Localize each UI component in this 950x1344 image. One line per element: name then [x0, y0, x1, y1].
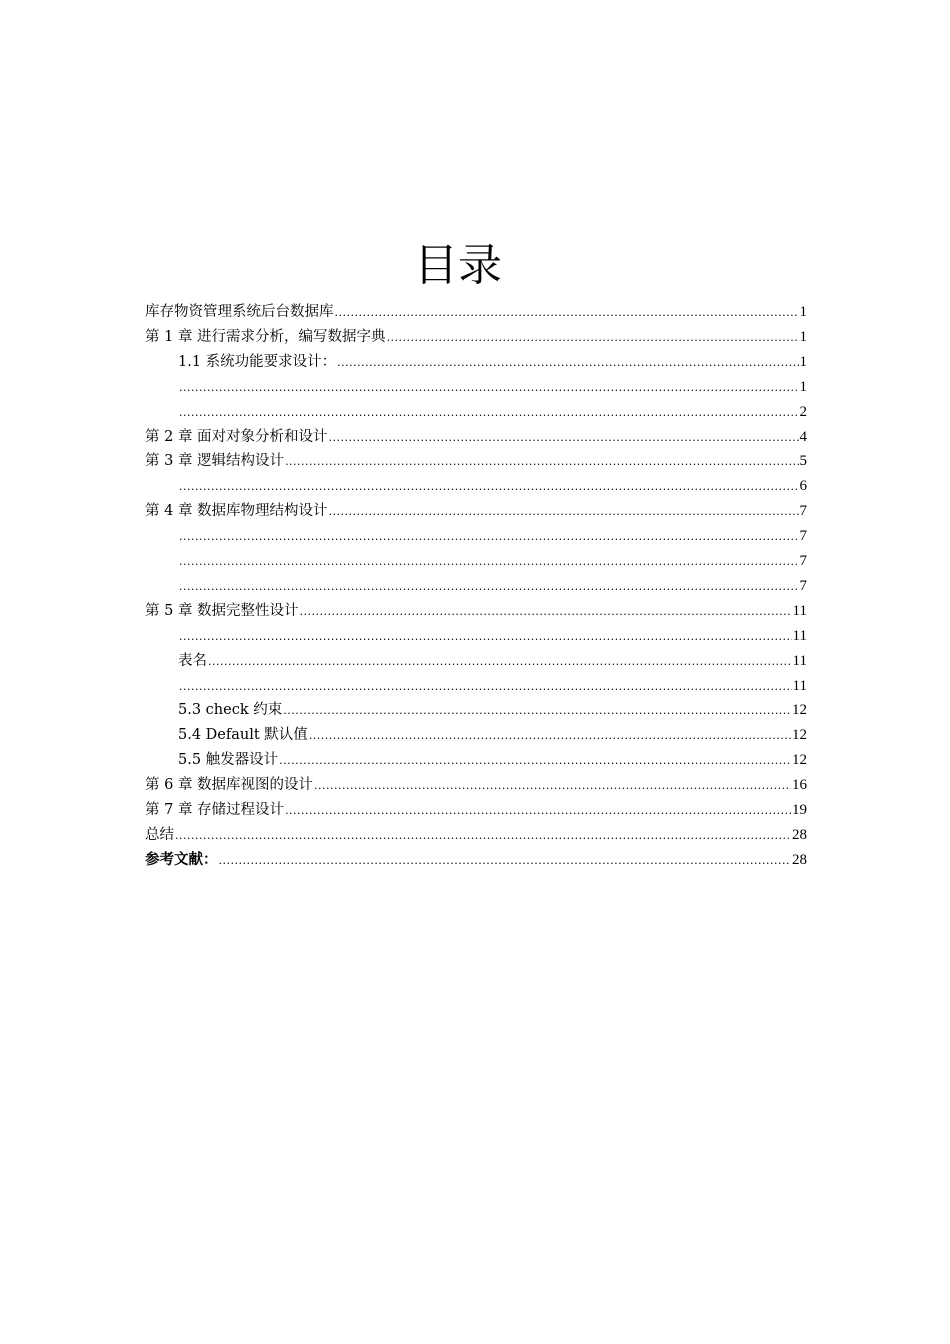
toc-entry-page: 7	[799, 577, 807, 594]
toc-entry-page: 2	[799, 403, 807, 420]
toc-leader-dots	[300, 600, 792, 624]
toc-leader-dots	[279, 749, 791, 773]
toc-entry-page: 4	[799, 428, 807, 445]
toc-leader-dots	[337, 351, 798, 375]
toc-entry-label: 第 7 章 存储过程设计	[145, 802, 285, 818]
toc-entry[interactable]	[178, 400, 807, 424]
toc-entry[interactable]	[178, 375, 807, 399]
toc-entry[interactable]	[145, 325, 807, 349]
toc-entry[interactable]	[145, 499, 807, 523]
toc-entry-page: 11	[792, 652, 807, 669]
toc-entry[interactable]	[178, 698, 807, 722]
toc-entry[interactable]	[178, 624, 807, 648]
toc-leader-dots	[208, 650, 792, 674]
toc-leader-dots	[179, 376, 799, 400]
toc-entry-page: 7	[799, 503, 807, 520]
toc-entry-label: 第 4 章 数据库物理结构设计	[145, 503, 328, 520]
toc-leader-dots	[179, 675, 792, 699]
toc-entry-page: 7	[799, 528, 807, 545]
toc-entry[interactable]	[145, 823, 807, 847]
toc-leader-dots	[219, 849, 792, 873]
toc-entry[interactable]	[145, 449, 807, 473]
toc-leader-dots	[387, 326, 799, 350]
toc-entry-page: 5	[799, 453, 807, 470]
toc-entry-label: 第 3 章 逻辑结构设计	[145, 453, 285, 470]
toc-entry-label: 5.3 check 约束	[178, 702, 283, 719]
toc-entry-label: 表名	[178, 652, 207, 669]
toc-entry[interactable]	[178, 674, 807, 698]
toc-leader-dots	[335, 301, 799, 325]
toc-entry[interactable]	[178, 549, 807, 573]
toc-entry[interactable]	[145, 798, 807, 822]
toc-entry-page: 19	[792, 802, 807, 818]
toc-entry-label: 参考文献：	[145, 850, 218, 868]
toc-leader-dots	[179, 475, 799, 499]
toc-entry[interactable]	[178, 649, 807, 673]
toc-leader-dots	[329, 426, 799, 450]
toc-leader-dots	[179, 550, 799, 574]
toc-entry-label: 5.4 Default 默认值	[178, 727, 308, 744]
toc-entry-label: 第 6 章 数据库视图的设计	[145, 777, 314, 794]
toc-leader-dots	[309, 724, 791, 748]
toc-entry[interactable]	[178, 474, 807, 498]
toc-entry-page: 6	[799, 478, 807, 495]
toc-entry[interactable]	[178, 524, 807, 548]
toc-leader-dots	[285, 450, 798, 474]
toc-entry[interactable]	[178, 723, 807, 747]
toc-entry-page: 1	[799, 378, 807, 395]
toc-entry[interactable]	[178, 574, 807, 598]
toc-entry-label: 第 5 章 数据完整性设计	[145, 602, 299, 619]
toc-leader-dots	[314, 774, 791, 798]
toc-entry-page: 11	[792, 627, 807, 644]
toc-entry-label: 1.1 系统功能要求设计：	[178, 353, 337, 370]
toc-entry-page: 28	[792, 826, 807, 843]
toc-entry[interactable]	[145, 425, 807, 449]
toc-entry-page: 1	[799, 353, 807, 370]
toc-entry-page: 11	[792, 677, 807, 694]
toc-entry-page: 11	[792, 602, 807, 619]
toc-entry-page: 1	[799, 328, 807, 345]
toc-leader-dots	[329, 500, 799, 524]
toc-entry-page: 1	[799, 304, 807, 320]
toc-entry-page: 12	[792, 702, 807, 719]
toc-entry-label: 第 2 章 面对对象分析和设计	[145, 428, 328, 445]
toc-entry[interactable]	[145, 848, 807, 872]
toc-entry[interactable]	[145, 773, 807, 797]
toc-entry-page: 7	[799, 553, 807, 569]
toc-leader-dots	[179, 625, 792, 649]
toc-entry[interactable]	[178, 350, 807, 374]
toc-entry-page: 12	[792, 752, 807, 769]
toc-entry-page: 28	[792, 851, 807, 868]
toc-leader-dots	[285, 799, 791, 823]
toc-leader-dots	[179, 525, 799, 549]
toc-leader-dots	[175, 824, 791, 848]
toc-entry-label: 5.5 触发器设计	[178, 752, 279, 769]
toc-entry-page: 16	[792, 777, 807, 794]
toc-entry[interactable]	[145, 300, 807, 324]
toc-leader-dots	[179, 575, 799, 599]
toc-entry[interactable]	[178, 748, 807, 772]
page-title: 目录	[414, 240, 502, 291]
toc-entry-page: 12	[792, 727, 807, 744]
toc-entry-label: 第 1 章 进行需求分析，编写数据字典	[145, 328, 386, 345]
toc-leader-dots	[283, 699, 791, 723]
toc-entry-label: 总结	[145, 826, 174, 843]
toc-entry-label: 库存物资管理系统后台数据库	[145, 304, 334, 320]
toc-entry[interactable]	[145, 599, 807, 623]
toc-leader-dots	[179, 401, 799, 425]
